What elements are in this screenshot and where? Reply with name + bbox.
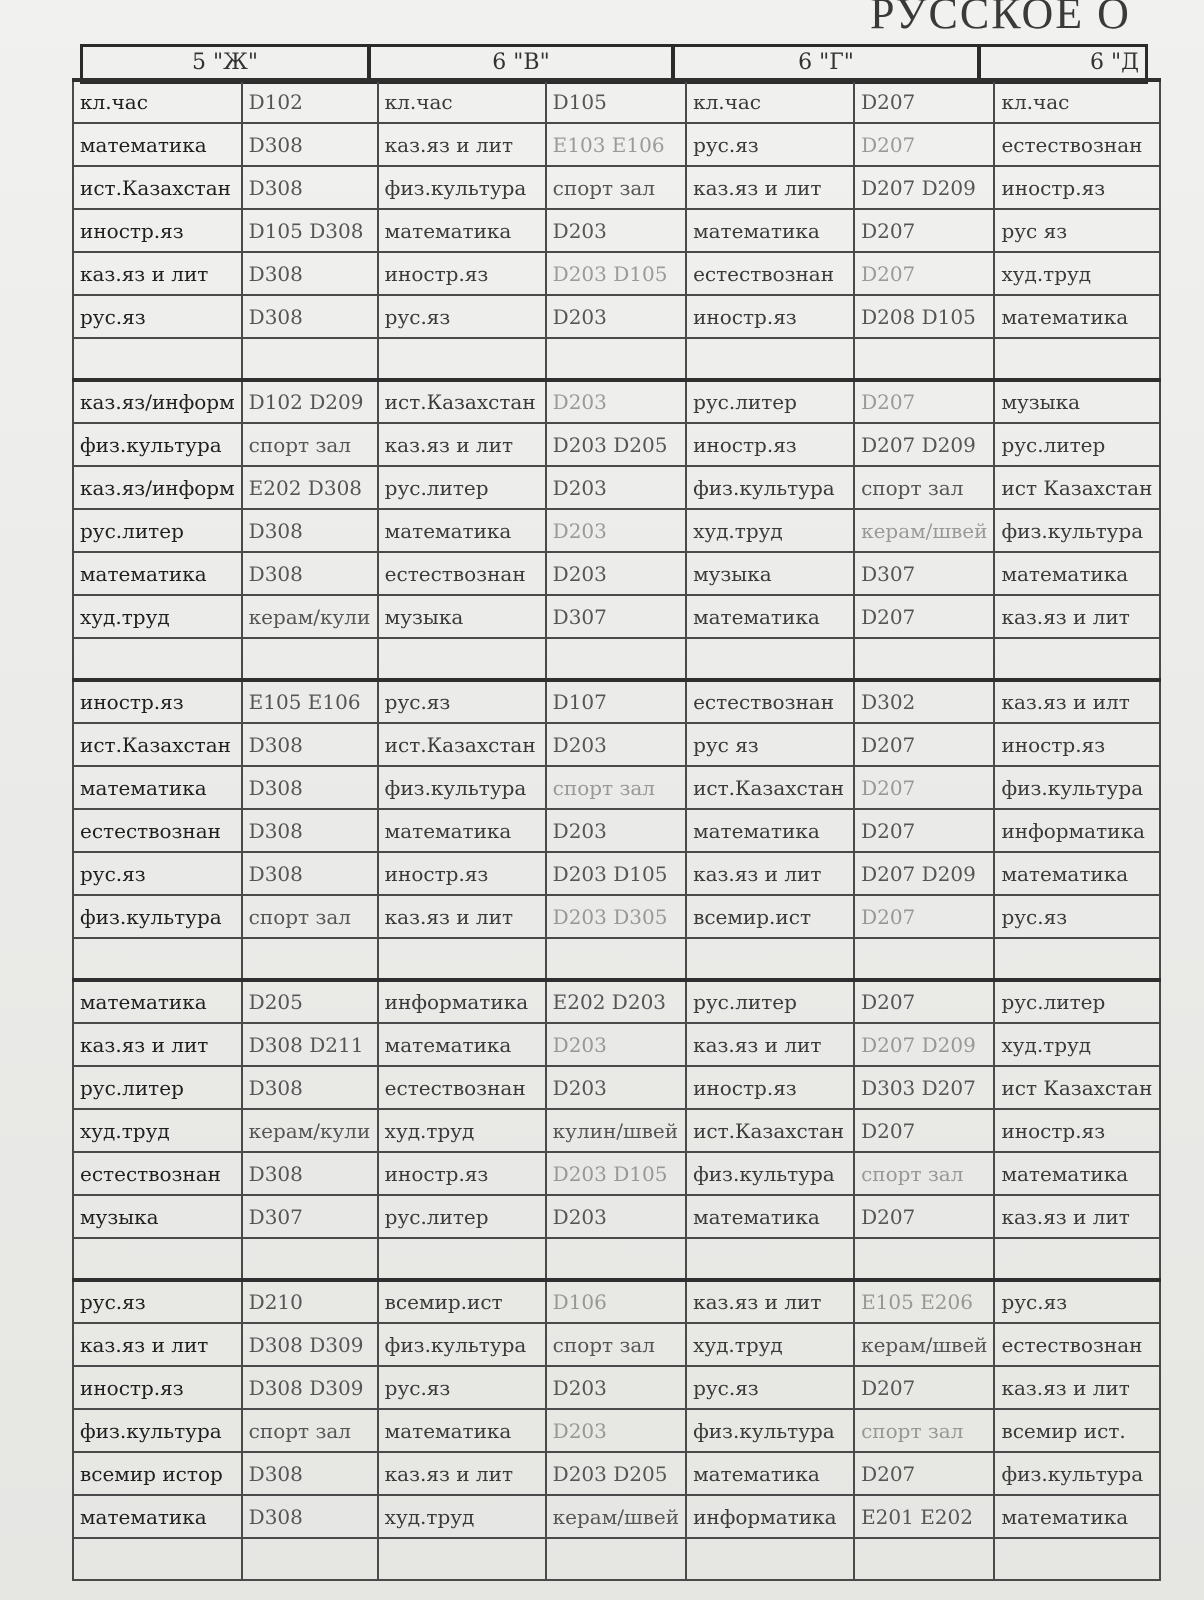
cell-room-5zh: D307 — [242, 1195, 378, 1238]
empty-cell — [854, 638, 994, 680]
cell-subject-6v: каз.яз и лит — [378, 895, 546, 938]
empty-cell — [546, 638, 686, 680]
cell-subject-6g: физ.культура — [686, 1409, 854, 1452]
empty-cell — [546, 1538, 686, 1580]
empty-cell — [73, 1238, 242, 1280]
cell-subject-6d: каз.яз и илт — [994, 680, 1160, 723]
schedule-row — [73, 1409, 1160, 1452]
schedule-row — [73, 1366, 1160, 1409]
cell-room-6g: D207 D209 — [854, 423, 994, 466]
cell-room-6g: D207 — [854, 252, 994, 295]
cell-subject-5zh: худ.труд — [73, 1109, 242, 1152]
cell-subject-6d: худ.труд — [994, 252, 1160, 295]
cell-room-6g: D207 — [854, 723, 994, 766]
cell-room-6g: D307 — [854, 552, 994, 595]
cell-room-5zh: D105 D308 — [242, 209, 378, 252]
cell-subject-6g: физ.культура — [686, 1152, 854, 1195]
cell-room-6v: D203 — [546, 380, 686, 423]
cell-subject-6d: математика — [994, 295, 1160, 338]
schedule-row — [73, 680, 1160, 723]
cell-subject-6v: каз.яз и лит — [378, 423, 546, 466]
cell-subject-6v: каз.яз и лит — [378, 1452, 546, 1495]
empty-cell — [378, 938, 546, 980]
schedule-row — [73, 252, 1160, 295]
cell-room-5zh: D308 — [242, 1495, 378, 1538]
cell-room-5zh: D210 — [242, 1280, 378, 1323]
empty-cell — [546, 938, 686, 980]
cell-room-6v: D203 — [546, 295, 686, 338]
cell-subject-6v: математика — [378, 509, 546, 552]
cell-room-6g: D207 — [854, 1366, 994, 1409]
cell-subject-5zh: каз.яз и лит — [73, 252, 242, 295]
cell-room-6v: D203 D105 — [546, 1152, 686, 1195]
cell-subject-5zh: математика — [73, 980, 242, 1023]
cell-room-5zh: D308 — [242, 295, 378, 338]
cell-subject-5zh: рус.яз — [73, 1280, 242, 1323]
cell-room-5zh: D308 — [242, 723, 378, 766]
schedule-row — [73, 852, 1160, 895]
cell-subject-6d: рус.литер — [994, 423, 1160, 466]
schedule-row — [73, 552, 1160, 595]
schedule-row — [73, 1452, 1160, 1495]
schedule-row — [73, 1109, 1160, 1152]
cell-room-6v: спорт зал — [546, 766, 686, 809]
day-separator-row — [73, 338, 1160, 380]
cell-room-6g: D207 — [854, 895, 994, 938]
cell-subject-6v: физ.культура — [378, 166, 546, 209]
cell-subject-6g: информатика — [686, 1495, 854, 1538]
cell-room-5zh: D308 — [242, 123, 378, 166]
cell-subject-5zh: рус.яз — [73, 295, 242, 338]
cell-subject-6d: каз.яз и лит — [994, 1366, 1160, 1409]
cell-room-5zh: спорт зал — [242, 1409, 378, 1452]
cell-subject-6g: ист.Казахстан — [686, 766, 854, 809]
cell-room-6g: керам/швей — [854, 509, 994, 552]
empty-cell — [378, 1538, 546, 1580]
cell-room-5zh: спорт зал — [242, 423, 378, 466]
empty-cell — [994, 938, 1160, 980]
cell-subject-6v: физ.культура — [378, 1323, 546, 1366]
cell-room-5zh: D102 D209 — [242, 380, 378, 423]
day-separator-row — [73, 638, 1160, 680]
schedule-row — [73, 1495, 1160, 1538]
cell-room-6g: D208 D105 — [854, 295, 994, 338]
cell-room-6g: E201 E202 — [854, 1495, 994, 1538]
cell-room-6g: спорт зал — [854, 1409, 994, 1452]
cell-subject-6v: математика — [378, 209, 546, 252]
cell-subject-6g: всемир.ист — [686, 895, 854, 938]
empty-cell — [73, 338, 242, 380]
cell-room-6v: D203 — [546, 1066, 686, 1109]
cell-subject-6v: рус.литер — [378, 466, 546, 509]
cell-subject-6g: рус.литер — [686, 380, 854, 423]
cell-subject-6d: рус.яз — [994, 895, 1160, 938]
cell-subject-6g: музыка — [686, 552, 854, 595]
cell-subject-6d: иностр.яз — [994, 166, 1160, 209]
empty-cell — [378, 638, 546, 680]
cell-subject-5zh: математика — [73, 123, 242, 166]
cell-subject-5zh: рус.литер — [73, 1066, 242, 1109]
schedule-row — [73, 123, 1160, 166]
cell-subject-6v: иностр.яз — [378, 852, 546, 895]
cell-subject-5zh: каз.яз и лит — [73, 1323, 242, 1366]
schedule-row — [73, 166, 1160, 209]
empty-cell — [686, 638, 854, 680]
cell-room-6v: керам/швей — [546, 1495, 686, 1538]
cell-subject-6v: математика — [378, 809, 546, 852]
cell-subject-5zh: каз.яз/информ — [73, 466, 242, 509]
cell-room-6g: D207 — [854, 380, 994, 423]
cell-subject-6v: иностр.яз — [378, 1152, 546, 1195]
cell-subject-6v: физ.культура — [378, 766, 546, 809]
cell-room-5zh: D308 — [242, 1452, 378, 1495]
schedule-row — [73, 980, 1160, 1023]
empty-cell — [686, 338, 854, 380]
cell-room-6g: керам/швей — [854, 1323, 994, 1366]
cell-room-6v: D307 — [546, 595, 686, 638]
cell-room-6g: D207 — [854, 1195, 994, 1238]
cell-subject-6d: математика — [994, 852, 1160, 895]
empty-cell — [854, 938, 994, 980]
cell-subject-6d: иностр.яз — [994, 1109, 1160, 1152]
empty-cell — [994, 338, 1160, 380]
cell-room-6v: спорт зал — [546, 166, 686, 209]
cell-subject-6g: математика — [686, 809, 854, 852]
cell-room-6v: D203 D105 — [546, 252, 686, 295]
cell-room-6v: спорт зал — [546, 1323, 686, 1366]
schedule-row — [73, 1323, 1160, 1366]
cell-subject-5zh: каз.яз и лит — [73, 1023, 242, 1066]
cell-subject-6v: естествознан — [378, 1066, 546, 1109]
cell-room-6g: D207 — [854, 809, 994, 852]
cell-subject-5zh: всемир истор — [73, 1452, 242, 1495]
schedule-row — [73, 80, 1160, 123]
cell-subject-6g: иностр.яз — [686, 295, 854, 338]
cell-subject-6g: естествознан — [686, 680, 854, 723]
empty-cell — [546, 1238, 686, 1280]
schedule-row — [73, 209, 1160, 252]
cell-subject-6v: рус.яз — [378, 295, 546, 338]
day-separator-row — [73, 1538, 1160, 1580]
cell-subject-6v: естествознан — [378, 552, 546, 595]
cell-subject-6g: математика — [686, 595, 854, 638]
cell-subject-5zh: музыка — [73, 1195, 242, 1238]
cell-subject-5zh: физ.культура — [73, 895, 242, 938]
empty-cell — [854, 1238, 994, 1280]
cell-subject-6d: худ.труд — [994, 1023, 1160, 1066]
cell-room-5zh: керам/кули — [242, 1109, 378, 1152]
cell-subject-5zh: естествознан — [73, 1152, 242, 1195]
cell-subject-5zh: физ.культура — [73, 1409, 242, 1452]
cell-room-6g: спорт зал — [854, 1152, 994, 1195]
cell-room-6g: D207 D209 — [854, 852, 994, 895]
cell-subject-5zh: ист.Казахстан — [73, 166, 242, 209]
empty-cell — [378, 338, 546, 380]
cell-subject-5zh: математика — [73, 552, 242, 595]
empty-cell — [242, 338, 378, 380]
empty-cell — [994, 638, 1160, 680]
cell-subject-6v: иностр.яз — [378, 252, 546, 295]
schedule-row — [73, 809, 1160, 852]
cell-subject-6g: худ.труд — [686, 1323, 854, 1366]
cell-subject-6d: рус яз — [994, 209, 1160, 252]
cell-subject-6d: кл.час — [994, 80, 1160, 123]
cell-room-5zh: керам/кули — [242, 595, 378, 638]
cell-room-6v: D203 — [546, 723, 686, 766]
cell-subject-5zh: кл.час — [73, 80, 242, 123]
cell-subject-5zh: ист.Казахстан — [73, 723, 242, 766]
cell-subject-6g: математика — [686, 209, 854, 252]
schedule-row — [73, 1023, 1160, 1066]
cell-subject-6d: математика — [994, 1152, 1160, 1195]
cell-room-5zh: D308 — [242, 509, 378, 552]
cell-room-6v: D203 D205 — [546, 423, 686, 466]
empty-cell — [686, 938, 854, 980]
cell-subject-6v: ист.Казахстан — [378, 380, 546, 423]
cell-room-5zh: D308 D309 — [242, 1323, 378, 1366]
cell-room-6v: D203 — [546, 1366, 686, 1409]
cell-room-5zh: D308 — [242, 1152, 378, 1195]
cell-subject-5zh: рус.яз — [73, 852, 242, 895]
cell-room-5zh: D102 — [242, 80, 378, 123]
schedule-table — [72, 78, 1161, 1581]
cell-room-6v: D107 — [546, 680, 686, 723]
cell-room-5zh: D205 — [242, 980, 378, 1023]
cell-subject-6g: естествознан — [686, 252, 854, 295]
cell-subject-6g: каз.яз и лит — [686, 852, 854, 895]
cell-subject-5zh: физ.культура — [73, 423, 242, 466]
cell-room-6g: D207 D209 — [854, 166, 994, 209]
cell-room-6v: D203 — [546, 209, 686, 252]
day-separator-row — [73, 1238, 1160, 1280]
cell-room-6g: D302 — [854, 680, 994, 723]
empty-cell — [73, 1538, 242, 1580]
cell-room-5zh: D308 — [242, 1066, 378, 1109]
cell-subject-6d: каз.яз и лит — [994, 595, 1160, 638]
cell-subject-6d: физ.культура — [994, 509, 1160, 552]
empty-cell — [686, 1538, 854, 1580]
cell-subject-6v: рус.яз — [378, 1366, 546, 1409]
cell-subject-6d: иностр.яз — [994, 723, 1160, 766]
cell-room-6v: D105 — [546, 80, 686, 123]
cell-subject-6g: каз.яз и лит — [686, 1280, 854, 1323]
cell-room-6g: D207 — [854, 1452, 994, 1495]
cell-room-5zh: D308 — [242, 809, 378, 852]
cell-subject-6v: информатика — [378, 980, 546, 1023]
cell-subject-6d: математика — [994, 552, 1160, 595]
cell-room-6g: D207 — [854, 123, 994, 166]
page-title: РУССКОЕ О — [870, 0, 1131, 38]
cell-subject-6d: всемир ист. — [994, 1409, 1160, 1452]
cell-subject-6d: физ.культура — [994, 1452, 1160, 1495]
cell-room-6g: D207 — [854, 80, 994, 123]
cell-subject-6d: ист Казахстан — [994, 1066, 1160, 1109]
cell-subject-6d: физ.культура — [994, 766, 1160, 809]
cell-subject-5zh: худ.труд — [73, 595, 242, 638]
empty-cell — [242, 938, 378, 980]
cell-subject-6g: физ.культура — [686, 466, 854, 509]
cell-subject-5zh: иностр.яз — [73, 209, 242, 252]
empty-cell — [242, 1538, 378, 1580]
schedule-row — [73, 595, 1160, 638]
empty-cell — [994, 1238, 1160, 1280]
cell-room-6g: D207 — [854, 1109, 994, 1152]
cell-subject-6d: ист Казахстан — [994, 466, 1160, 509]
cell-subject-6d: рус.литер — [994, 980, 1160, 1023]
schedule-row — [73, 1280, 1160, 1323]
cell-room-6g: D303 D207 — [854, 1066, 994, 1109]
cell-room-6v: D203 D305 — [546, 895, 686, 938]
cell-room-6v: D106 — [546, 1280, 686, 1323]
cell-room-6g: D207 — [854, 980, 994, 1023]
cell-subject-6v: рус.литер — [378, 1195, 546, 1238]
cell-room-6v: D203 — [546, 1195, 686, 1238]
schedule-row — [73, 895, 1160, 938]
cell-subject-5zh: математика — [73, 1495, 242, 1538]
cell-subject-6g: рус.яз — [686, 123, 854, 166]
schedule-row — [73, 1195, 1160, 1238]
cell-subject-6v: худ.труд — [378, 1109, 546, 1152]
cell-room-6v: D203 — [546, 552, 686, 595]
cell-room-6g: спорт зал — [854, 466, 994, 509]
cell-room-5zh: D308 D309 — [242, 1366, 378, 1409]
cell-room-6v: D203 — [546, 1023, 686, 1066]
class-header-6v: 6 "В" — [368, 44, 674, 84]
empty-cell — [242, 1238, 378, 1280]
cell-subject-6g: рус яз — [686, 723, 854, 766]
cell-room-6v: D203 D105 — [546, 852, 686, 895]
cell-room-6v: D203 — [546, 466, 686, 509]
schedule-row — [73, 1066, 1160, 1109]
cell-subject-6d: информатика — [994, 809, 1160, 852]
cell-room-6v: E103 E106 — [546, 123, 686, 166]
cell-subject-6g: математика — [686, 1452, 854, 1495]
cell-subject-6g: иностр.яз — [686, 423, 854, 466]
cell-subject-6v: каз.яз и лит — [378, 123, 546, 166]
cell-subject-6d: рус.яз — [994, 1280, 1160, 1323]
cell-subject-6g: каз.яз и лит — [686, 166, 854, 209]
schedule-row — [73, 466, 1160, 509]
cell-subject-6g: худ.труд — [686, 509, 854, 552]
cell-subject-6g: математика — [686, 1195, 854, 1238]
schedule-row — [73, 766, 1160, 809]
cell-room-6v: D203 — [546, 1409, 686, 1452]
cell-room-6v: D203 — [546, 809, 686, 852]
cell-room-5zh: E105 E106 — [242, 680, 378, 723]
cell-subject-6d: музыка — [994, 380, 1160, 423]
cell-room-6g: D207 — [854, 209, 994, 252]
cell-subject-6v: худ.труд — [378, 1495, 546, 1538]
cell-room-6v: E202 D203 — [546, 980, 686, 1023]
schedule-row — [73, 423, 1160, 466]
cell-subject-6v: кл.час — [378, 80, 546, 123]
cell-room-6g: D207 D209 — [854, 1023, 994, 1066]
cell-subject-6v: ист.Казахстан — [378, 723, 546, 766]
empty-cell — [73, 938, 242, 980]
cell-subject-6g: ист.Казахстан — [686, 1109, 854, 1152]
empty-cell — [854, 338, 994, 380]
class-header-5zh: 5 "Ж" — [80, 44, 370, 84]
cell-subject-6g: рус.литер — [686, 980, 854, 1023]
cell-subject-6v: рус.яз — [378, 680, 546, 723]
cell-subject-6g: каз.яз и лит — [686, 1023, 854, 1066]
schedule-row — [73, 380, 1160, 423]
empty-cell — [242, 638, 378, 680]
cell-subject-5zh: каз.яз/информ — [73, 380, 242, 423]
empty-cell — [378, 1238, 546, 1280]
cell-room-6v: D203 D205 — [546, 1452, 686, 1495]
cell-subject-6v: математика — [378, 1409, 546, 1452]
cell-room-6g: E105 E206 — [854, 1280, 994, 1323]
cell-subject-6v: музыка — [378, 595, 546, 638]
empty-cell — [854, 1538, 994, 1580]
cell-subject-6d: естествознан — [994, 123, 1160, 166]
cell-subject-6g: рус.яз — [686, 1366, 854, 1409]
cell-subject-5zh: рус.литер — [73, 509, 242, 552]
cell-subject-6v: математика — [378, 1023, 546, 1066]
schedule-row — [73, 1152, 1160, 1195]
class-header-6g: 6 "Г" — [672, 44, 980, 84]
cell-room-6v: D203 — [546, 509, 686, 552]
cell-subject-5zh: математика — [73, 766, 242, 809]
empty-cell — [546, 338, 686, 380]
cell-room-5zh: спорт зал — [242, 895, 378, 938]
cell-subject-5zh: иностр.яз — [73, 680, 242, 723]
cell-subject-5zh: естествознан — [73, 809, 242, 852]
cell-subject-6d: естествознан — [994, 1323, 1160, 1366]
cell-subject-6d: математика — [994, 1495, 1160, 1538]
cell-subject-6g: иностр.яз — [686, 1066, 854, 1109]
cell-subject-6g: кл.час — [686, 80, 854, 123]
cell-room-5zh: D308 — [242, 252, 378, 295]
cell-subject-6v: всемир.ист — [378, 1280, 546, 1323]
cell-room-5zh: D308 D211 — [242, 1023, 378, 1066]
cell-room-5zh: D308 — [242, 552, 378, 595]
cell-room-5zh: D308 — [242, 852, 378, 895]
class-header-6d: 6 "Д — [978, 44, 1148, 84]
empty-cell — [686, 1238, 854, 1280]
cell-room-6g: D207 — [854, 766, 994, 809]
cell-room-5zh: D308 — [242, 766, 378, 809]
schedule-row — [73, 509, 1160, 552]
cell-subject-6d: каз.яз и лит — [994, 1195, 1160, 1238]
schedule-row — [73, 295, 1160, 338]
cell-room-5zh: E202 D308 — [242, 466, 378, 509]
cell-room-6v: кулин/швей — [546, 1109, 686, 1152]
schedule-row — [73, 723, 1160, 766]
cell-room-5zh: D308 — [242, 166, 378, 209]
cell-subject-5zh: иностр.яз — [73, 1366, 242, 1409]
day-separator-row — [73, 938, 1160, 980]
empty-cell — [994, 1538, 1160, 1580]
cell-room-6g: D207 — [854, 595, 994, 638]
empty-cell — [73, 638, 242, 680]
